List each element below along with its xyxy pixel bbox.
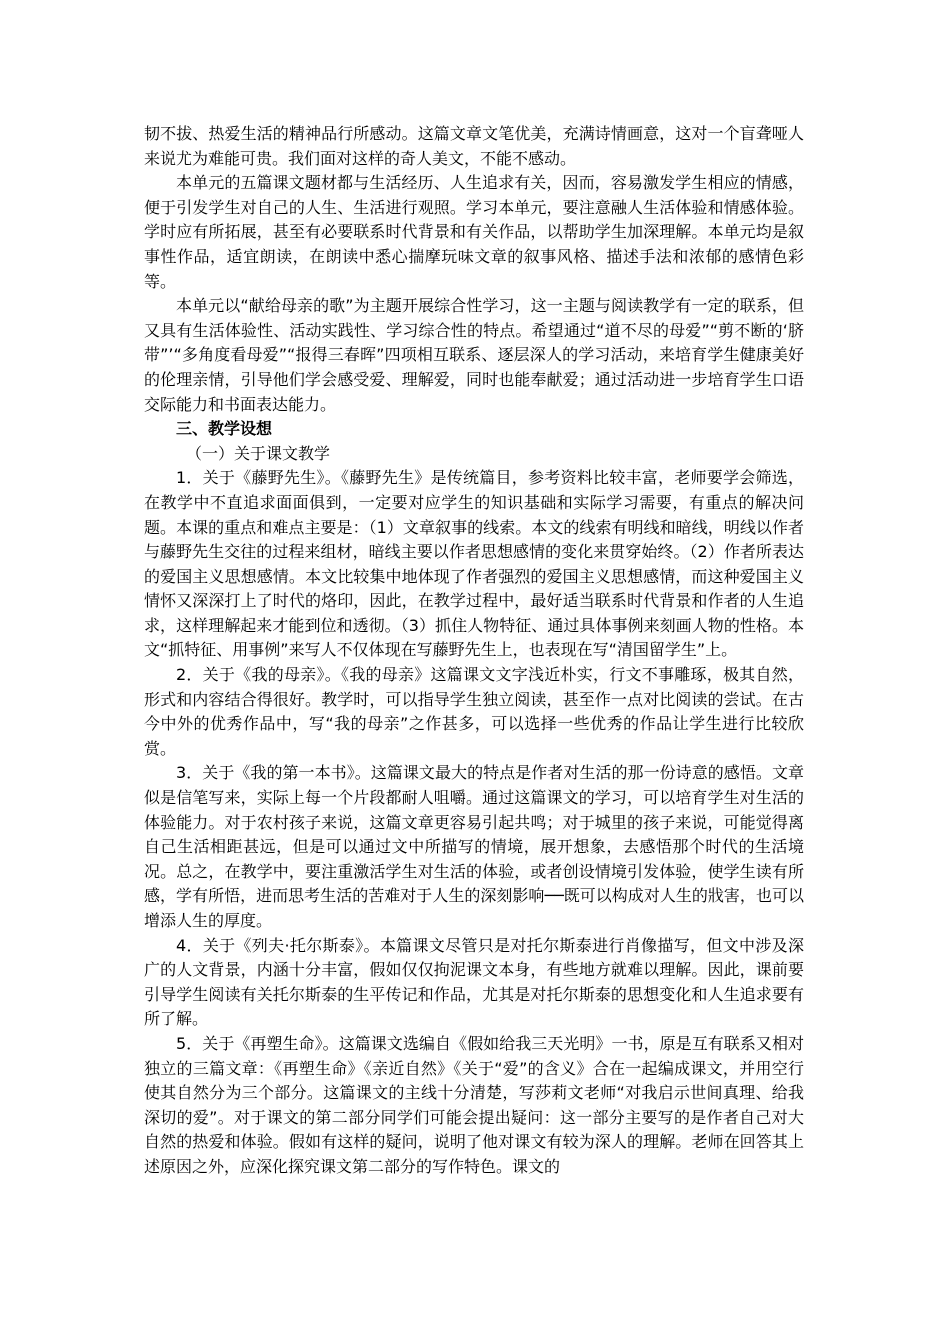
document-page xyxy=(144,122,804,1180)
paragraph-unit-overview: 本单元的五篇课文题材都与生活经历、人生追求有关，因而，容易激发学生相应的情感，便于引发学生对自己的人生、生活进行观照。学习本单元，要注意融人生活体验和情感体验。学时应有所拓展，甚至有必要联系时代背景和有关作品，以帮助学生加深理解。本单元均是叙事性作品，适宜朗读，在朗读中悉心揣摩玩味文章的叙事风格、描述手法和浓郁的感情色彩等。 xyxy=(144,173,804,291)
item-tengye-xiansheng: 1．关于《藤野先生》。《藤野先生》是传统篇目，参考资料比较丰富，老师要学会筛选，在教学中不直追求面面俱到，一定要对应学生的知识基础和实际学习需要，有重点的解决问题。本课的重点和难点主要是：（1）文章叙事的线索。本文的线索有明线和暗线，明线以作者与藤野先生交往的过程来组材，暗线主要以作者思想感情的变化来贯穿始终。（2）作者所表达的爱国主义思想感情。本文比较集中地体现了作者强烈的爱国主义思想感情，而这种爱国主义情怀又深深打上了时代的烙印，因此，在教学过程中，最好适当联系时代背景和作者的人生追求，这样理解起来才能到位和透彻。（3）抓住人物特征、通过具体事例来刻画人物的性格。本文“抓特征、用事例”来写人不仅体现在写藤野先生上，也表现在写“清国留学生”上。 xyxy=(144,468,804,660)
item-zaisu-shengming: 5．关于《再塑生命》。这篇课文选编自《假如给我三天光明》一书，原是互有联系又相对独立的三篇文章：《再塑生命》《亲近自然》《关于“爱”的含义》合在一起编成课文，并用空行使其自然分为三个部分。这篇课文的主线十分清楚，写莎莉文老师“对我启示世间真理、给我深切的爱”。对于课文的第二部分同学们可能会提出疑问：这一部分主要写的是作者自己对大自然的热爱和体验。假如有这样的疑问，说明了他对课文有较为深人的理解。老师在回答其上述原因之外，应深化探究课文第二部分的写作特色。课文的 xyxy=(144,1033,804,1176)
item-wode-muqin: 2．关于《我的母亲》。《我的母亲》这篇课文文字浅近朴实，行文不事雕琢，极其自然，形式和内容结合得很好。教学时，可以指导学生独立阅读，甚至作一点对比阅读的尝试。在古今中外的优秀作品中，写“我的母亲”之作甚多，可以选择一些优秀的作品让学生进行比较欣赏。 xyxy=(144,665,804,758)
paragraph-continuation: 韧不拔、热爱生活的精神品行所感动。这篇文章文笔优美，充满诗情画意，这对一个盲聋哑人来说尤为难能可贵。我们面对这样的奇人美文，不能不感动。 xyxy=(144,124,804,168)
item-liefu-tuoersitai: 4．关于《列夫·托尔斯泰》。本篇课文尽管只是对托尔斯泰进行肖像描写，但文中涉及深广的人文背景，内涵十分丰富，假如仅仅拘泥课文本身，有些地方就难以理解。因此，课前要引导学生阅读有关托尔斯泰的生平传记和作品，尤其是对托尔斯泰的思想变化和人生追求要有所了解。 xyxy=(144,935,804,1029)
paragraph-integrated-learning: 本单元以“献给母亲的歌”为主题开展综合性学习，这一主题与阅读教学有一定的联系，但又具有生活体验性、活动实践性、学习综合性的特点。希望通过“道不尽的母爱”“剪不断的‘脐带”’“多角度看母爱”“报得三春晖”四项相互联系、逐层深人的学习活动，来培育学生健康美好的伦理亲情，引导他们学会感受爱、理解爱，同时也能奉献爱；通过活动进一步培育学生口语交际能力和书面表达能力。 xyxy=(144,296,804,414)
section-heading-teaching-ideas: 三、教学设想 xyxy=(176,419,273,439)
subsection-heading-text-teaching: （一）关于课文教学 xyxy=(186,443,331,463)
item-wode-diyibenshu: 3．关于《我的第一本书》。这篇课文最大的特点是作者对生活的那一份诗意的感悟。文章似是信笔写来，实际上每一个片段都耐人咀嚼。通过这篇课文的学习，可以培育学生对生活的体验能力。对于农村孩子来说，这篇文章更容易引起共鸣；对于城里的孩子来说，可能觉得离自己生活相距甚远，但是可以通过文中所描写的情境，展开想象，去感悟那个时代的生活境况。总之，在教学中，要注重激活学生对生活的体验，或者创设情境引发体验，使学生读有所感，学有所悟，进而思考生活的苦难对于人生的深刻影响──既可以构成对人生的戕害，也可以增添人生的厚度。 xyxy=(144,763,804,930)
